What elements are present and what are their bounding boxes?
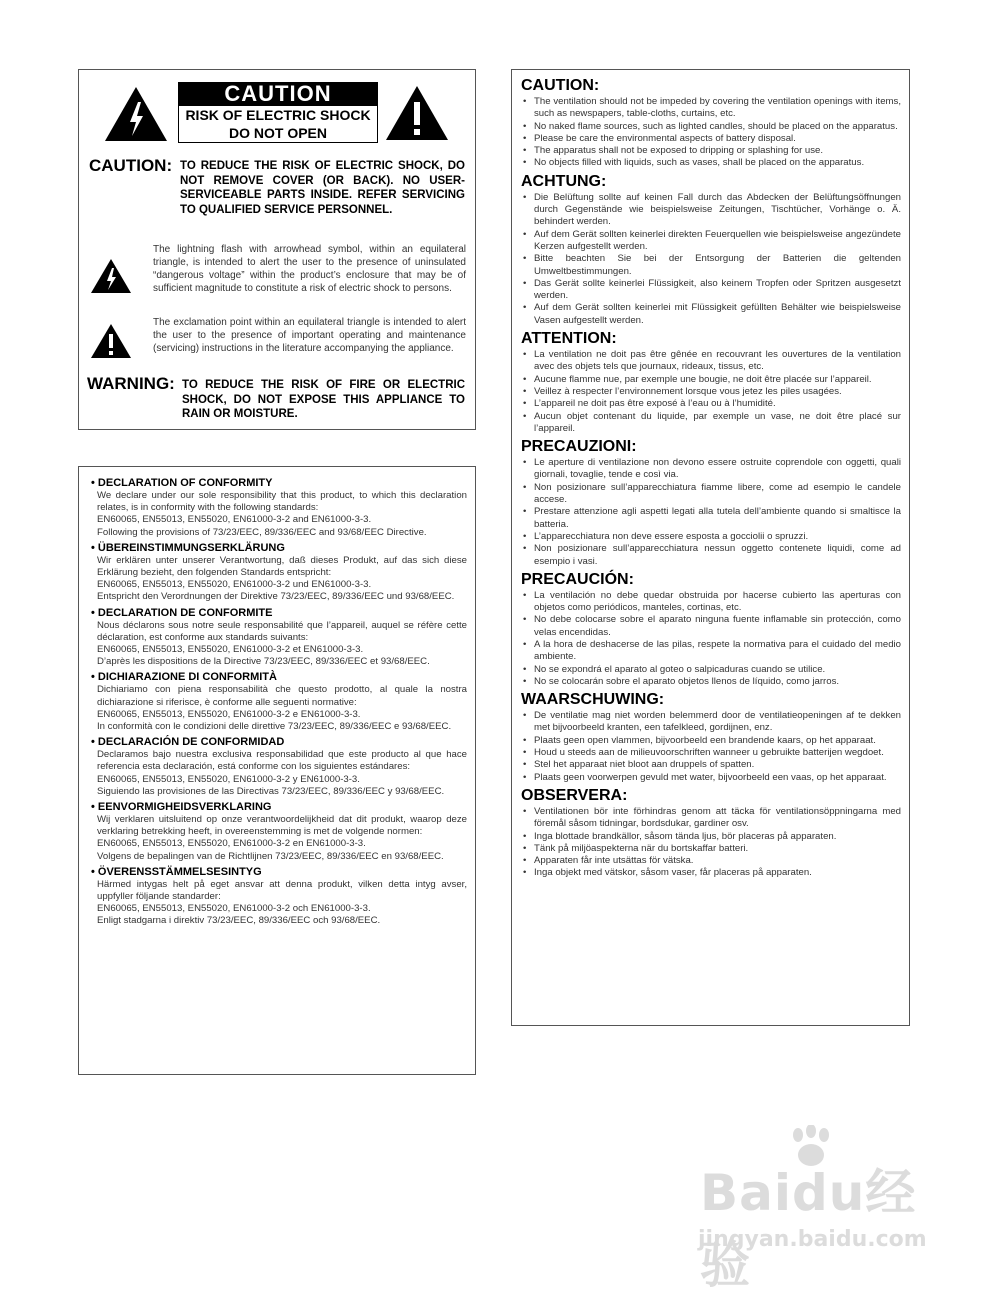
notice-item: • No naked flame sources, such as lighted candles, should be placed on the apparatus. — [521, 121, 901, 133]
declaration-directive: Entspricht den Verordnungen der Direktive 73/23/EEC, 89/336/EEC und 93/68/EEC. — [97, 591, 455, 603]
exclamation-warning-icon — [384, 84, 450, 142]
declaration-title: • EENVORMIGHEIDSVERKLARING — [91, 801, 272, 814]
declaration-standards: EN60065, EN55013, EN55020, EN61000-3-2 e EN61000-3-3. — [97, 708, 361, 720]
declaration-title: • DICHIARAZIONE DI CONFORMITÀ — [91, 671, 277, 684]
warning-text: TO REDUCE THE RISK OF FIRE OR ELECTRIC SHOCK, DO NOT EXPOSE THIS APPLIANCE TO RAIN OR MOISTURE. — [182, 379, 465, 420]
notice-section — [521, 329, 901, 435]
notice-item: • Auf dem Gerät sollten keinerlei mit Flüssigkeit gefüllten Behälter wie beispielsweise Vasen aufgestellt werden. — [521, 302, 901, 327]
notice-item: • No debe colocarse sobre el aparato ninguna fuente inflamable sin protección, como velas encendidas. — [521, 614, 901, 639]
notice-item: • Le aperture di ventilazione non devono essere ostruite coprendole con oggetti, quali giornali, tovaglie, tende e così via. — [521, 457, 901, 482]
declaration-title: • DECLARACIÓN DE CONFORMIDAD — [91, 736, 285, 749]
declaration-directive: Enligt stadgarna i direktiv 73/23/EEC, 89/336/EEC och 93/68/EEC. — [97, 915, 381, 927]
notice-item: • Inga blottade brandkällor, såsom tända ljus, bör placeras på apparaten. — [521, 831, 901, 843]
notice-item: • The ventilation should not be impeded by covering the ventilation openings with items, such as newspapers, table-cloths, curtains, etc. — [521, 96, 901, 121]
lightning-small-icon — [90, 258, 132, 294]
notice-heading: WAARSCHUWING: — [521, 691, 665, 709]
exclamation-small-icon — [90, 323, 132, 359]
notice-item: • The apparatus shall not be exposed to dripping or splashing for use. — [521, 145, 901, 157]
declaration-section — [91, 865, 467, 928]
notice-section — [521, 437, 901, 568]
notice-item: • La ventilación no debe quedar obstruida por hacerse cubierto las aperturas con objetos como periódicos, manteles, cortinas, etc. — [521, 590, 901, 615]
caution-heading: CAUTION: — [89, 156, 173, 175]
notice-item: • Tänk på miljöaspekterna när du bortskaffar batteri. — [521, 843, 901, 855]
watermark-url: jingyan.baidu.com — [698, 1227, 927, 1252]
lightning-warning-icon — [103, 85, 169, 143]
notice-item: • Houd u steeds aan de milieuvoorschriften wanneer u gebruikte batterijen wegdoet. — [521, 747, 901, 759]
declaration-section — [91, 476, 467, 539]
declaration-directive: Volgens de bepalingen van de Richtlijnen 73/23/EEC, 89/336/EEC en 93/68/EEC. — [97, 850, 444, 862]
declaration-text: Nous déclarons sous notre seule responsabilité que l’appareil, auquel se réfère cette déclaration, est conforme aux standards suivants: — [97, 619, 467, 643]
declaration-text: Wij verklaren uitsluitend op onze verantwoordelijkheid dat dit produkt, waarop deze verklaring betrekking heeft, in overeenstemming is met de volgende normen: — [97, 814, 467, 838]
caution-label-line2: DO NOT OPEN — [228, 125, 327, 141]
declaration-title: • ÖVERENSSTÄMMELSESINTYG — [91, 865, 262, 878]
declaration-standards: EN60065, EN55013, EN55020, EN61000-3-2 y EN61000-3-3. — [97, 773, 360, 785]
notice-item: • L’apparecchiatura non deve essere esposta a gocciolii o spruzzi. — [521, 531, 901, 543]
caution-label-title: CAUTION — [178, 82, 378, 106]
notice-heading: PRECAUCIÓN: — [521, 570, 634, 588]
declaration-title: • DECLARATION OF CONFORMITY — [91, 477, 273, 489]
declaration-standards: EN60065, EN55013, EN55020, EN61000-3-2 and EN61000-3-3. — [97, 514, 372, 526]
caution-label — [178, 82, 378, 143]
declaration-directive: D’après les dispositions de la Directive 73/23/EEC, 89/336/EEC et 93/68/EEC. — [97, 656, 430, 668]
notice-item: • Please be care the environmental aspects of battery disposal. — [521, 133, 901, 145]
notice-item: • Das Gerät sollte keinerlei Flüssigkeit, also keinem Tropfen oder Spritzen ausgesetzt werden. — [521, 278, 901, 303]
notice-item: • Aucune flamme nue, par exemple une bougie, ne doit être placée sur l’appareil. — [521, 374, 901, 386]
notice-item: • Non posizionare sull’apparecchiatura fiamme libere, come ad esempio le candele accese. — [521, 482, 901, 507]
declaration-standards: EN60065, EN55013, EN55020, EN61000-3-2 und EN61000-3-3. — [97, 579, 372, 591]
notice-item: • No se colocarán sobre el aparato objetos llenos de líquido, como jarros. — [521, 676, 901, 688]
notice-item: • Plaats geen open vlammen, bijvoorbeeld een brandende kaars, op het apparaat. — [521, 735, 901, 747]
declaration-text: Dichiariamo con piena responsabilità che questo prodotto, al quale la nostra dichiarazione si riferisce, è conforme alle seguenti normative: — [97, 684, 467, 708]
notice-heading: PRECAUZIONI: — [521, 438, 637, 456]
declaration-standards: EN60065, EN55013, EN55020, EN61000-3-2 et EN61000-3-3. — [97, 644, 364, 656]
declaration-directive: Siguiendo las provisiones de las Directivas 73/23/EEC, 89/336/EEC y 93/68/EEC. — [97, 785, 445, 797]
caution-text: TO REDUCE THE RISK OF ELECTRIC SHOCK, DO NOT REMOVE COVER (OR BACK). NO USER-SERVICEABLE PARTS INSIDE. REFER SERVICING TO QUALIFIED SERVICE PERSONNEL. — [180, 160, 465, 216]
notice-item: • Prestare attenzione agli aspetti legati alla tutela dell’ambiente quando si smaltisce la batteria. — [521, 506, 901, 531]
watermark — [690, 1125, 930, 1294]
notice-item: • L’appareil ne doit pas être exposé à l’eau ou à l’humidité. — [521, 398, 901, 410]
declaration-title: • ÜBEREINSTIMMUNGSERKLÄRUNG — [91, 541, 285, 554]
declaration-section — [91, 541, 467, 604]
notice-heading: ATTENTION: — [521, 330, 617, 348]
caution-label-line1: RISK OF ELECTRIC SHOCK — [185, 107, 371, 123]
notice-item: • Non posizionare sull’apparecchiatura nessun oggetto contenete liquidi, come ad esempio i vasi. — [521, 543, 901, 568]
notice-item: • No se expondrá el aparato al goteo o salpicaduras cuando se utilice. — [521, 664, 901, 676]
lightning-description: The lightning flash with arrowhead symbol, within an equilateral triangle, is intended to alert the user to the presence of uninsulated “dangerous voltage” within the product’s enclosure that may be of sufficient magnitude to constitute a risk of electric shock to persons. — [153, 244, 466, 294]
declaration-text: Declaramos bajo nuestra exclusiva responsabilidad que este producto al que hace referencia esta declaración, está conforme con los siguientes estándares: — [97, 749, 467, 773]
declaration-section — [91, 670, 467, 733]
notice-item: • A la hora de deshacerse de las pilas, respete la normativa para el cuidado del medio ambiente. — [521, 639, 901, 664]
notice-item: • De ventilatie mag niet worden belemmerd door de ventilatieopeningen af te dekken met bijvoorbeeld kranten, een tafelkleed, gordijnen, enz. — [521, 710, 901, 735]
notice-section — [521, 786, 901, 880]
declaration-text: We declare under our sole responsibility that this product, to which this declaration relates, is in conformity with the following standards: — [97, 490, 467, 514]
declaration-section — [91, 735, 467, 798]
notice-item: • Veillez à respecter l’environnement lorsque vous jetez les piles usagées. — [521, 386, 901, 398]
notice-heading: ACHTUNG: — [521, 172, 607, 190]
watermark-logo-text: Baidu经验 — [700, 1164, 917, 1294]
declaration-section — [91, 606, 467, 669]
declaration-directive: Following the provisions of 73/23/EEC, 89/336/EEC and 93/68/EEC Directive. — [97, 526, 427, 538]
notice-item: • Ventilationen bör inte förhindras genom att täcka för ventilationsöppningarna med föremål såsom tidningar, bordsdukar, gardiner osv. — [521, 806, 901, 831]
declaration-directive: In conformità con le condizioni delle direttive 73/23/EEC, 89/336/EEC e 93/68/EEC. — [97, 721, 452, 733]
safety-notices-box — [511, 69, 910, 1026]
warning-heading: WARNING: — [87, 374, 175, 393]
notice-item: • Stel het apparaat niet bloot aan druppels of spatten. — [521, 759, 901, 771]
notice-item: • Bitte beachten Sie bei der Entsorgung der Batterien die geltenden Umweltbestimmungen. — [521, 253, 901, 278]
declarations-box — [78, 466, 476, 1075]
notice-section — [521, 172, 901, 327]
notice-item: • La ventilation ne doit pas être gênée en recouvrant les ouvertures de la ventilation avec des objets tels que journaux, rideaux, tissus, etc. — [521, 349, 901, 374]
notice-section — [521, 690, 901, 784]
declaration-title: • DECLARATION DE CONFORMITE — [91, 606, 273, 619]
declaration-text: Wir erklären unter unserer Verantwortung, daß dieses Produkt, auf das sich diese Erklärung bezieht, den folgenden Standards entspricht: — [97, 554, 467, 579]
exclamation-description: The exclamation point within an equilateral triangle is intended to alert the user to the presence of important operating and maintenance (servicing) instructions in the literature accompanying the appliance. — [153, 317, 466, 354]
notice-item: • Die Belüftung sollte auf keinen Fall durch das Abdecken der Belüftungsöffnungen durch Gegenstände wie beispielsweise Zeitungen, Tischtücher, Vorhänge o. Ä. behindert werden. — [521, 192, 901, 229]
notice-section — [521, 76, 901, 170]
notice-item: • No objects filled with liquids, such as vases, shall be placed on the apparatus. — [521, 157, 901, 169]
notice-item: • Plaats geen voorwerpen gevuld met water, bijvoorbeeld een vaas, op het apparaat. — [521, 772, 901, 784]
declaration-standards: EN60065, EN55013, EN55020, EN61000-3-2 en EN61000-3-3. — [97, 838, 366, 850]
notice-heading: OBSERVERA: — [521, 786, 628, 804]
notice-heading: CAUTION: — [521, 77, 600, 94]
notice-item: • Auf dem Gerät sollten keinerlei direkten Feuerquellen wie beispielsweise angezündete Kerzen aufgestellt werden. — [521, 229, 901, 254]
declaration-section — [91, 800, 467, 863]
notice-item: • Apparaten får inte utsättas för vätska. — [521, 855, 901, 867]
declaration-standards: EN60065, EN55013, EN55020, EN61000-3-2 och EN61000-3-3. — [97, 903, 371, 915]
notice-section — [521, 570, 901, 688]
declaration-text: Härmed intygas helt på eget ansvar att denna produkt, vilken detta intyg avser, uppfyller följande standarder: — [97, 878, 467, 903]
notice-item: • Inga objekt med vätskor, såsom vaser, får placeras på apparaten. — [521, 867, 901, 879]
notice-item: • Aucun objet contenant du liquide, par exemple un vase, ne doit être placé sur l’appareil. — [521, 411, 901, 436]
